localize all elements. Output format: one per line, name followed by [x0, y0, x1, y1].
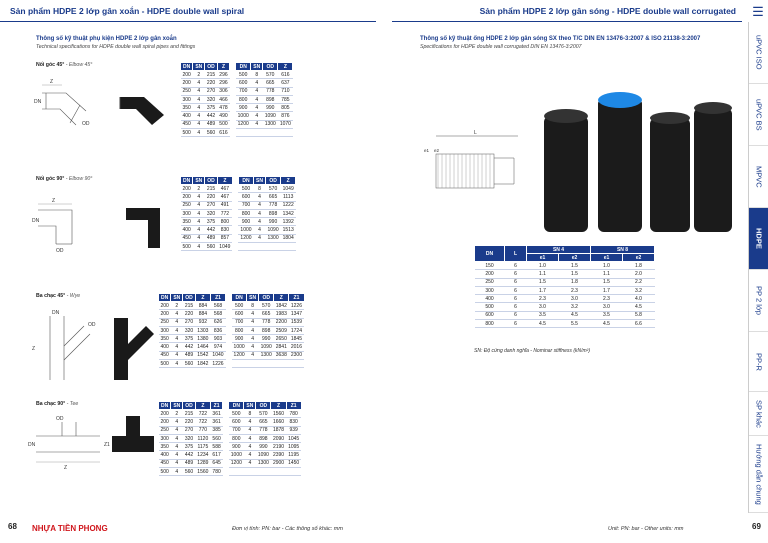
pipe-cross-section-drawing — [418, 130, 528, 200]
left-section-title: Thông số kỹ thuật phụ kiện HDPE 2 lớp gân xoắn — [36, 36, 177, 42]
table-row: 300 4 320 466 800 4 898 785 — [181, 95, 293, 103]
table-row: 250 4 270 491 700 4 778 1222 — [182, 202, 294, 209]
table-row: 400 4 442 490 1000 4 1090 876 — [181, 112, 293, 120]
table-row: 400 4 442 1234 617 1000 4 1090 2390 1195 — [159, 451, 302, 459]
wye45-table: DN SN OD Z Z1 DN SN OD Z Z1 200 2 215 884 568 500 8 570 1842 1226 200 4 220 884 568 600 4 665 1983 1347 250 4 270 932 626 700 4 778 2200 1539 300 4 320 1303 836 800 4 898 2509 1724 350 4 375 1380 903 900 4 990 2650 1845 400 4 442 1464 974 1000 4 1090 2841 2016 450 4 489 1542 1040 1200 4 1300 3638 2300 500 4 560 1842 1226 — [160, 294, 302, 367]
table-row: 400 6 2.3 3.0 2.3 4.0 — [475, 295, 655, 303]
table-row: 500 6 3.0 3.2 3.0 4.5 — [475, 303, 655, 311]
table-row: 400 4 442 830 1000 4 1090 1513 — [182, 227, 294, 234]
stiffness-note: SN: Độ cứng danh nghĩa - Nominar stiffness (kN/m²) — [474, 348, 590, 354]
table-row: 200 4 220 467 600 4 665 1113 — [181, 193, 296, 201]
wye45-dn-label: DN — [52, 310, 60, 316]
elbow90-rows — [181, 185, 296, 251]
table-row: 250 6 1.5 1.8 1.5 2.2 — [475, 278, 655, 286]
elbow90-od-label: OD — [56, 248, 64, 254]
table-row: 500 4 560 1842 1226 — [159, 360, 305, 368]
wye45-od-label: OD — [88, 322, 96, 328]
table-row: 250 4 270 306 700 4 778 710 — [181, 87, 293, 95]
tab-huong-dan-chung[interactable]: Hướng dẫn chung — [749, 436, 768, 513]
table-row: 200 2 215 884 568 500 8 570 1842 1226 — [160, 302, 302, 309]
left-units-note: Đơn vị tính: PN: bar - Các thông số khác: mm — [232, 526, 343, 532]
table-row: 800 6 4.5 5.5 4.5 6.6 — [475, 320, 655, 328]
table-row: 450 4 489 857 1200 4 1300 1804 — [182, 235, 294, 242]
elbow45-table: DN SN OD Z DN SN OD Z 200 2 215 296 500 8 570 616 200 4 220 296 600 4 665 637 250 4 270 306 700 4 778 710 300 4 320 466 800 4 898 785 350 4 375 478 900 4 990 805 400 4 442 490 1000 4 1090 876 450 4 489 500 1200 4 1300 1070 500 4 560 616 — [182, 63, 291, 136]
right-section-subtitle: Specifications for HDPE double wall corrugated DIN EN 13476-3:2007 — [420, 44, 582, 50]
tee90-od-label: OD — [56, 416, 64, 422]
right-page-number: 69 — [752, 522, 761, 531]
tab-upvc-iso[interactable]: uPVC ISO — [749, 22, 768, 84]
corrugated-pipes-photo — [530, 88, 740, 238]
elbow45-z-label: Z — [50, 79, 54, 85]
table-row: 500 4 560 1049 — [181, 243, 296, 251]
right-units-note: Unit: PN: bar - Other units: mm — [608, 526, 684, 532]
tee90-title: Ba chạc 90° - Tee — [36, 401, 79, 407]
header-right — [392, 0, 742, 22]
table-row: 350 4 375 1175 588 900 4 990 2190 1095 — [160, 443, 300, 450]
elbow45-dn-label: DN — [34, 99, 42, 105]
elbow90-dn-label: DN — [32, 218, 40, 224]
tab-hdpe[interactable]: HDPE — [749, 208, 768, 270]
table-row: 200 6 1.1 1.5 1.1 2.0 — [475, 270, 655, 278]
left-section-subtitle: Technical specifications for HDPE double wall spiral pipes and fittings — [36, 44, 196, 50]
tee90-z1-label: Z1 — [104, 442, 110, 448]
table-row: 200 2 215 722 361 500 8 570 1560 780 — [159, 410, 302, 418]
elbow90-title: Nối góc 90° - Elbow 90° — [36, 176, 93, 182]
table-row: 300 4 320 1303 836 800 4 898 2509 1724 — [160, 327, 302, 334]
header-left — [0, 0, 376, 22]
table-row: 450 4 489 1289 645 1200 4 1300 2900 1450 — [160, 460, 300, 467]
table-row: 200 2 215 467 500 8 570 1049 — [182, 185, 294, 192]
table-row: 500 4 560 1560 780 — [159, 468, 302, 476]
drawing-e1-label: e1 — [424, 148, 430, 153]
hamburger-icon: ☰ — [752, 3, 764, 19]
right-section-title: Thông số kỹ thuật ống HDPE 2 lớp gân sóng SX theo T/C DIN EN 13476-3:2007 & ISO 21138-3:2007 — [420, 36, 701, 42]
corrugated-rows — [475, 262, 655, 328]
table-row: 300 6 1.7 2.3 1.7 3.2 — [475, 286, 655, 294]
wye45-rows — [159, 302, 305, 368]
table-row: 350 4 375 800 900 4 990 1392 — [182, 218, 294, 225]
tee90-rows — [159, 410, 302, 476]
tee90-diagram — [28, 412, 158, 472]
table-row: 300 4 320 772 800 4 898 1342 — [182, 210, 294, 217]
table-row: 200 4 220 884 568 600 4 665 1983 1347 — [160, 310, 302, 317]
table-row: 200 2 215 296 500 8 570 616 — [181, 71, 293, 79]
table-row: 500 4 560 616 — [181, 129, 293, 137]
drawing-e2-label: e2 — [434, 148, 440, 153]
header-left-title: Sản phẩm HDPE 2 lớp gân xoắn - HDPE double wall spiral — [10, 5, 245, 16]
left-page-number: 68 — [8, 522, 17, 531]
menu-button[interactable] — [748, 0, 768, 22]
table-row: 200 4 220 722 361 600 4 665 1660 830 — [159, 418, 302, 426]
table-row: 250 4 270 770 385 700 4 778 1878 939 — [159, 426, 302, 434]
table-row: 250 4 270 932 626 700 4 778 2200 1539 — [160, 319, 302, 326]
header-right-title: Sản phẩm HDPE 2 lớp gân sóng - HDPE double wall corrugated — [479, 5, 736, 16]
table-row: 450 4 489 1542 1040 1200 4 1300 3638 2300 — [160, 352, 302, 359]
elbow90-z-label: Z — [52, 198, 56, 204]
sidebar-tabs — [748, 22, 768, 513]
tee90-z-label: Z — [64, 465, 68, 471]
wye45-title: Ba chạc 45° - Wye — [36, 293, 81, 299]
tab-sp-khac[interactable]: SP khác — [749, 392, 768, 436]
elbow45-rows — [181, 71, 293, 137]
tab-pp-2-lop[interactable]: PP 2 lớp — [749, 270, 768, 332]
table-row: 200 4 220 296 600 4 665 637 — [181, 79, 293, 87]
table-row: 350 4 375 478 900 4 990 805 — [181, 104, 293, 112]
elbow90-diagram — [32, 196, 172, 258]
tee90-table: DN SN OD Z Z1 DN SN OD Z Z1 200 2 215 722 361 500 8 570 1560 780 200 4 220 722 361 600 4 665 1660 830 250 4 270 770 385 700 4 778 1878 939 300 4 320 1120 560 800 4 898 2090 1045 350 4 375 1175 588 900 4 990 2190 1095 400 4 442 1234 617 1000 4 1090 2390 1195 450 4 489 1289 645 1200 4 1300 2900 1450 500 4 560 1560 780 — [160, 402, 300, 475]
table-row: 150 6 1.0 1.5 1.0 1.8 — [475, 262, 655, 270]
brand-logo: NHỰA TIỀN PHONG — [32, 524, 108, 533]
corrugated-table: DN L SN 4 SN 8 e1 e2 e1 e2 150 6 1.0 1.5 1.0 1.8 200 6 1.1 1.5 1.1 2.0 250 6 1.5 1.8 1.5 2.2 300 6 1.7 2.3 1.7 3.2 400 6 2.3 3.0 2.3 4.0 500 6 3.0 3.2 3.0 4.5 600 6 3.5 4.5 3.5 5.8 800 6 4.5 5.5 4.5 6.6 — [474, 245, 655, 328]
elbow90-table: DN SN OD Z DN SN OD Z 200 2 215 467 500 8 570 1049 200 4 220 467 600 4 665 1113 250 4 270 491 700 4 778 1222 300 4 320 772 800 4 898 1342 350 4 375 800 900 4 990 1392 400 4 442 830 1000 4 1090 1513 450 4 489 857 1200 4 1300 1804 500 4 560 1049 — [182, 177, 294, 250]
tab-pp-r[interactable]: PP-R — [749, 332, 768, 392]
table-row: 300 4 320 1120 560 800 4 898 2090 1045 — [160, 435, 300, 442]
drawing-l-label: L — [474, 130, 477, 136]
wye45-z-label: Z — [32, 346, 36, 352]
table-row: 450 4 489 500 1200 4 1300 1070 — [182, 121, 291, 128]
elbow45-diagram — [32, 75, 172, 135]
table-row: 350 4 375 1380 903 900 4 990 2650 1845 — [160, 335, 302, 342]
table-row: 600 6 3.5 4.5 3.5 5.8 — [475, 311, 655, 319]
table-row: 400 4 442 1464 974 1000 4 1090 2841 2016 — [160, 344, 302, 351]
elbow45-od-label: OD — [82, 121, 90, 127]
tab-upvc-bs[interactable]: uPVC BS — [749, 84, 768, 146]
tee90-dn-label: DN — [28, 442, 36, 448]
elbow45-title: Nối góc 45° - Elbow 45° — [36, 62, 93, 68]
tab-mpvc[interactable]: MPVC — [749, 146, 768, 208]
wye45-diagram — [28, 306, 158, 386]
